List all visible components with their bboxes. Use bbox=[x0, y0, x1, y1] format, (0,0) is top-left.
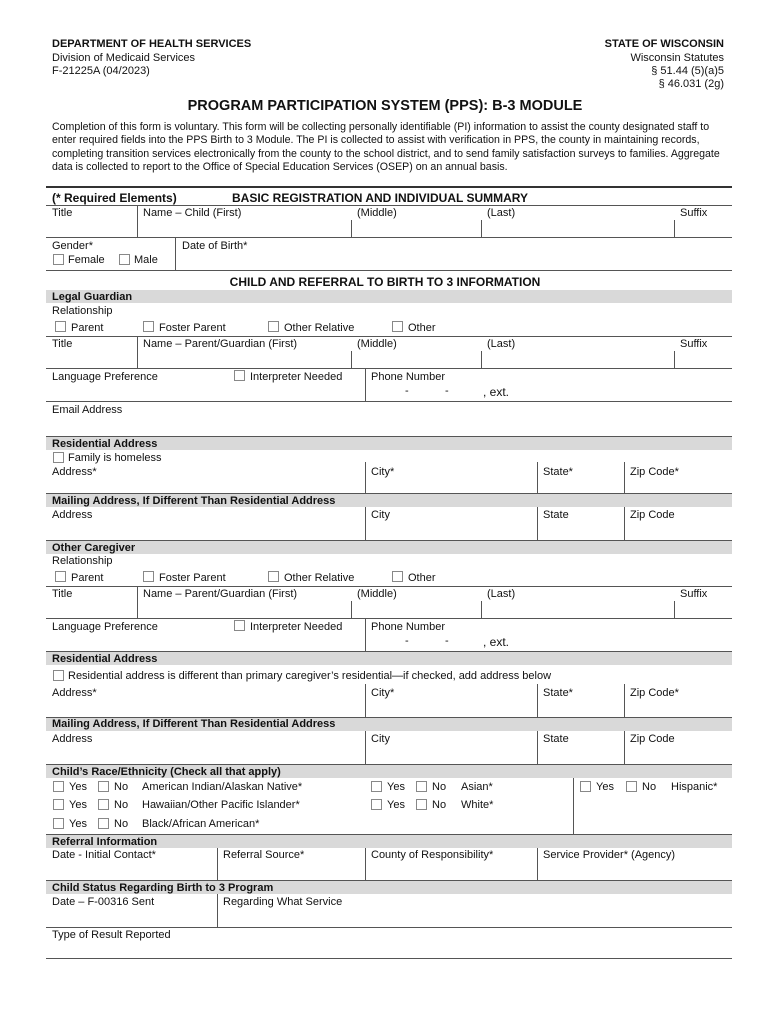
registration-heading: BASIC REGISTRATION AND INDIVIDUAL SUMMARY bbox=[232, 191, 529, 205]
cg-mail-address-input[interactable] bbox=[52, 747, 361, 763]
cg-phone-dash: - bbox=[445, 635, 449, 647]
mail-state-label: State bbox=[543, 509, 569, 521]
other-relative-label: Other Relative bbox=[284, 322, 355, 334]
child-suffix-input[interactable] bbox=[680, 222, 732, 238]
f00316-date-label: Date – F-00316 Sent bbox=[52, 896, 155, 908]
result-type-input[interactable] bbox=[52, 943, 726, 959]
bl-no-checkbox[interactable] bbox=[98, 818, 109, 829]
cg-mail-zip-label: Zip Code bbox=[630, 733, 675, 745]
divider bbox=[46, 336, 732, 337]
divider bbox=[674, 220, 675, 237]
bl-yes-checkbox[interactable] bbox=[53, 818, 64, 829]
dob-input[interactable] bbox=[182, 254, 386, 270]
res-state-label: State* bbox=[543, 466, 573, 478]
mail-address-label: Address bbox=[52, 509, 93, 521]
divider bbox=[351, 601, 352, 618]
divider bbox=[537, 848, 538, 880]
cg-middle-input[interactable] bbox=[357, 603, 481, 619]
divider bbox=[46, 368, 732, 369]
guardian-title-input[interactable] bbox=[52, 353, 136, 369]
child-last-label: (Last) bbox=[487, 207, 516, 219]
cg-res-state-label: State* bbox=[543, 687, 573, 699]
divider bbox=[624, 731, 625, 764]
form-id: F-21225A (04/2023) bbox=[52, 65, 150, 77]
ai-no-checkbox[interactable] bbox=[98, 781, 109, 792]
interpreter-label: Interpreter Needed bbox=[250, 371, 343, 383]
yes-label: Yes bbox=[69, 799, 87, 811]
cg-residential-heading: Residential Address bbox=[52, 653, 158, 665]
cg-foster-label: Foster Parent bbox=[159, 572, 226, 584]
child-first-input[interactable] bbox=[143, 222, 352, 238]
statute-2: § 46.031 (2g) bbox=[658, 78, 724, 90]
guardian-foster-checkbox[interactable] bbox=[143, 321, 154, 332]
statutes-label: Wisconsin Statutes bbox=[630, 52, 724, 64]
cg-res-zip-input[interactable] bbox=[630, 701, 729, 717]
county-label: County of Responsibility* bbox=[371, 849, 494, 861]
relationship-label: Relationship bbox=[52, 305, 113, 317]
initial-contact-label: Date - Initial Contact* bbox=[52, 849, 156, 861]
guardian-last-input[interactable] bbox=[487, 353, 676, 369]
divider bbox=[624, 462, 625, 493]
divider bbox=[365, 731, 366, 764]
divider bbox=[46, 186, 732, 188]
cg-mailing-heading: Mailing Address, If Different Than Residential Address bbox=[52, 718, 336, 730]
phone-dash: - bbox=[405, 385, 409, 397]
child-title-label: Title bbox=[52, 207, 73, 219]
res-address-label: Address* bbox=[52, 466, 97, 478]
race-heading: Child’s Race/Ethnicity (Check all that apply) bbox=[52, 766, 281, 778]
male-checkbox[interactable] bbox=[119, 254, 130, 265]
divider bbox=[137, 205, 138, 237]
cg-mail-state-input[interactable] bbox=[543, 747, 622, 763]
guardian-first-label: Name – Parent/Guardian (First) bbox=[143, 338, 298, 350]
cg-other-label: Other bbox=[408, 572, 436, 584]
divider bbox=[537, 684, 538, 717]
other-caregiver-heading: Other Caregiver bbox=[52, 542, 136, 554]
wh-yes-checkbox[interactable] bbox=[371, 799, 382, 810]
cg-res-state-input[interactable] bbox=[543, 701, 622, 717]
other-label: Other bbox=[408, 322, 436, 334]
child-middle-input[interactable] bbox=[357, 222, 481, 238]
guardian-title-label: Title bbox=[52, 338, 73, 350]
state-name: STATE OF WISCONSIN bbox=[604, 38, 724, 50]
child-middle-label: (Middle) bbox=[357, 207, 397, 219]
guardian-middle-label: (Middle) bbox=[357, 338, 397, 350]
divider bbox=[365, 618, 366, 651]
referral-source-label: Referral Source* bbox=[223, 849, 305, 861]
res-city-label: City* bbox=[371, 466, 395, 478]
mail-zip-input[interactable] bbox=[630, 523, 729, 539]
regarding-service-input[interactable] bbox=[223, 911, 727, 927]
mail-state-input[interactable] bbox=[543, 523, 622, 539]
divider bbox=[46, 493, 732, 494]
email-input[interactable] bbox=[52, 418, 726, 434]
intro-paragraph: Completion of this form is voluntary. This form will be collecting personally identifiable (PI) information to assist the county designated staff to enter required fields into the PPS Birth to 3 Module. The PI is collected to assist with verification in PPS, the county in maintaining records, completing transition services electronically from the county to the school district, and to send family satisfaction surveys to families. Aggregate data is collected to report to the Office of Special Education Services (OSEP) on an annual basis. bbox=[52, 121, 720, 174]
divider bbox=[674, 601, 675, 618]
divider bbox=[46, 586, 732, 587]
regarding-service-label: Regarding What Service bbox=[223, 896, 343, 908]
as-no-checkbox[interactable] bbox=[416, 781, 427, 792]
foster-label: Foster Parent bbox=[159, 322, 226, 334]
divider bbox=[365, 684, 366, 717]
cg-res-city-label: City* bbox=[371, 687, 395, 699]
asian-label: Asian* bbox=[461, 781, 493, 793]
cg-phone-label: Phone Number bbox=[371, 621, 445, 633]
mail-zip-label: Zip Code bbox=[630, 509, 675, 521]
yes-label: Yes bbox=[69, 781, 87, 793]
county-input[interactable] bbox=[371, 864, 535, 880]
cg-first-input[interactable] bbox=[143, 603, 352, 619]
divider bbox=[573, 778, 574, 834]
yes-label: Yes bbox=[387, 781, 405, 793]
child-first-label: Name – Child (First) bbox=[143, 207, 242, 219]
female-label: Female bbox=[68, 254, 105, 266]
statute-1: § 51.44 (5)(a)5 bbox=[651, 65, 724, 77]
as-yes-checkbox[interactable] bbox=[371, 781, 382, 792]
hawaiian-label: Hawaiian/Other Pacific Islander* bbox=[142, 799, 300, 811]
cg-mail-zip-input[interactable] bbox=[630, 747, 729, 763]
cg-mail-city-label: City bbox=[371, 733, 390, 745]
divider bbox=[46, 618, 732, 619]
cg-res-address-label: Address* bbox=[52, 687, 97, 699]
no-label: No bbox=[432, 799, 447, 811]
divider bbox=[481, 220, 482, 237]
cg-last-input[interactable] bbox=[487, 603, 676, 619]
section-band bbox=[46, 541, 732, 554]
divider bbox=[674, 351, 675, 368]
divider bbox=[46, 651, 732, 652]
email-label: Email Address bbox=[52, 404, 123, 416]
initial-contact-input[interactable] bbox=[52, 864, 216, 880]
cg-res-zip-label: Zip Code* bbox=[630, 687, 679, 699]
divider bbox=[217, 848, 218, 880]
cg-last-label: (Last) bbox=[487, 588, 516, 600]
hw-yes-checkbox[interactable] bbox=[53, 799, 64, 810]
parent-label: Parent bbox=[71, 322, 104, 334]
hs-no-checkbox[interactable] bbox=[626, 781, 637, 792]
white-label: White* bbox=[461, 799, 494, 811]
hw-no-checkbox[interactable] bbox=[98, 799, 109, 810]
divider bbox=[46, 927, 732, 928]
cg-first-label: Name – Parent/Guardian (First) bbox=[143, 588, 298, 600]
ai-yes-checkbox[interactable] bbox=[53, 781, 64, 792]
cg-phone-dash: - bbox=[405, 635, 409, 647]
guardian-interpreter-checkbox[interactable] bbox=[234, 370, 245, 381]
divider bbox=[537, 507, 538, 540]
dob-label: Date of Birth* bbox=[182, 240, 248, 252]
cg-res-address-input[interactable] bbox=[52, 701, 361, 717]
cg-middle-label: (Middle) bbox=[357, 588, 397, 600]
cg-suffix-input[interactable] bbox=[680, 603, 732, 619]
referral-heading: Referral Information bbox=[52, 836, 158, 848]
divider bbox=[365, 368, 366, 401]
department-name: DEPARTMENT OF HEALTH SERVICES bbox=[52, 38, 252, 50]
divider bbox=[46, 237, 732, 238]
cg-title-input[interactable] bbox=[52, 603, 136, 619]
divider bbox=[46, 270, 732, 271]
no-label: No bbox=[114, 781, 129, 793]
cg-mail-city-input[interactable] bbox=[371, 747, 535, 763]
divider bbox=[46, 880, 732, 881]
divider bbox=[365, 848, 366, 880]
cg-res-city-input[interactable] bbox=[371, 701, 535, 717]
divider bbox=[365, 462, 366, 493]
gender-label: Gender* bbox=[52, 240, 93, 252]
res-zip-label: Zip Code* bbox=[630, 466, 679, 478]
divider bbox=[46, 205, 732, 206]
child-referral-heading: CHILD AND REFERRAL TO BIRTH TO 3 INFORMATION bbox=[229, 275, 541, 289]
division-name: Division of Medicaid Services bbox=[52, 52, 196, 64]
cg-phone-ext-label: , ext. bbox=[483, 635, 510, 649]
language-label: Language Preference bbox=[52, 371, 158, 383]
cg-foster-checkbox[interactable] bbox=[143, 571, 154, 582]
hs-yes-checkbox[interactable] bbox=[580, 781, 591, 792]
cg-other-checkbox[interactable] bbox=[392, 571, 403, 582]
no-label: No bbox=[114, 799, 129, 811]
residential-heading: Residential Address bbox=[52, 438, 158, 450]
guardian-other-relative-checkbox[interactable] bbox=[268, 321, 279, 332]
cg-relationship-label: Relationship bbox=[52, 555, 113, 567]
divider bbox=[175, 237, 176, 270]
divider bbox=[217, 894, 218, 927]
different-residence-label: Residential address is different than primary caregiver’s residential—if checked, add address below bbox=[68, 670, 552, 682]
guardian-middle-input[interactable] bbox=[357, 353, 481, 369]
divider bbox=[351, 220, 352, 237]
mail-address-input[interactable] bbox=[52, 523, 361, 539]
result-type-label: Type of Result Reported bbox=[52, 929, 171, 941]
male-label: Male bbox=[134, 254, 158, 266]
american-indian-label: American Indian/Alaskan Native* bbox=[142, 781, 303, 793]
service-provider-label: Service Provider* (Agency) bbox=[543, 849, 676, 861]
divider bbox=[46, 436, 732, 437]
divider bbox=[537, 731, 538, 764]
guardian-other-checkbox[interactable] bbox=[392, 321, 403, 332]
divider bbox=[46, 958, 732, 959]
female-checkbox[interactable] bbox=[53, 254, 64, 265]
cg-interpreter-label: Interpreter Needed bbox=[250, 621, 343, 633]
child-suffix-label: Suffix bbox=[680, 207, 708, 219]
homeless-checkbox[interactable] bbox=[53, 452, 64, 463]
required-note: (* Required Elements) bbox=[52, 191, 177, 205]
referral-source-input[interactable] bbox=[223, 864, 363, 880]
no-label: No bbox=[114, 818, 129, 830]
cg-mail-state-label: State bbox=[543, 733, 569, 745]
cg-title-label: Title bbox=[52, 588, 73, 600]
divider bbox=[624, 684, 625, 717]
homeless-label: Family is homeless bbox=[68, 452, 162, 464]
legal-guardian-heading: Legal Guardian bbox=[52, 291, 133, 303]
divider bbox=[46, 834, 732, 835]
divider bbox=[481, 351, 482, 368]
yes-label: Yes bbox=[596, 781, 614, 793]
phone-ext-label: , ext. bbox=[483, 385, 510, 399]
child-last-input[interactable] bbox=[487, 222, 676, 238]
divider bbox=[46, 401, 732, 402]
divider bbox=[137, 336, 138, 368]
cg-mail-address-label: Address bbox=[52, 733, 93, 745]
divider bbox=[365, 507, 366, 540]
guardian-suffix-input[interactable] bbox=[680, 353, 732, 369]
child-title-input[interactable] bbox=[52, 222, 136, 238]
cg-other-relative-checkbox[interactable] bbox=[268, 571, 279, 582]
mail-city-input[interactable] bbox=[371, 523, 535, 539]
different-residence-checkbox[interactable] bbox=[53, 670, 64, 681]
guardian-first-input[interactable] bbox=[143, 353, 352, 369]
no-label: No bbox=[432, 781, 447, 793]
phone-label: Phone Number bbox=[371, 371, 445, 383]
mailing-heading: Mailing Address, If Different Than Residential Address bbox=[52, 495, 336, 507]
black-label: Black/African American* bbox=[142, 818, 260, 830]
guardian-parent-checkbox[interactable] bbox=[55, 321, 66, 332]
service-provider-input[interactable] bbox=[543, 864, 729, 880]
divider bbox=[46, 764, 732, 765]
phone-dash: - bbox=[445, 385, 449, 397]
divider bbox=[537, 462, 538, 493]
divider bbox=[46, 540, 732, 541]
divider bbox=[137, 586, 138, 618]
cg-parent-label: Parent bbox=[71, 572, 104, 584]
cg-interpreter-checkbox[interactable] bbox=[234, 620, 245, 631]
cg-other-relative-label: Other Relative bbox=[284, 572, 355, 584]
yes-label: Yes bbox=[69, 818, 87, 830]
child-status-heading: Child Status Regarding Birth to 3 Program bbox=[52, 882, 274, 894]
mail-city-label: City bbox=[371, 509, 390, 521]
guardian-last-label: (Last) bbox=[487, 338, 516, 350]
hispanic-label: Hispanic* bbox=[671, 781, 718, 793]
guardian-suffix-label: Suffix bbox=[680, 338, 708, 350]
form-title: PROGRAM PARTICIPATION SYSTEM (PPS): B-3 MODULE bbox=[187, 98, 583, 114]
yes-label: Yes bbox=[387, 799, 405, 811]
divider bbox=[624, 507, 625, 540]
section-band bbox=[46, 290, 732, 303]
wh-no-checkbox[interactable] bbox=[416, 799, 427, 810]
cg-language-label: Language Preference bbox=[52, 621, 158, 633]
divider bbox=[481, 601, 482, 618]
cg-parent-checkbox[interactable] bbox=[55, 571, 66, 582]
divider bbox=[351, 351, 352, 368]
cg-suffix-label: Suffix bbox=[680, 588, 708, 600]
no-label: No bbox=[642, 781, 657, 793]
f00316-date-input[interactable] bbox=[52, 911, 216, 927]
